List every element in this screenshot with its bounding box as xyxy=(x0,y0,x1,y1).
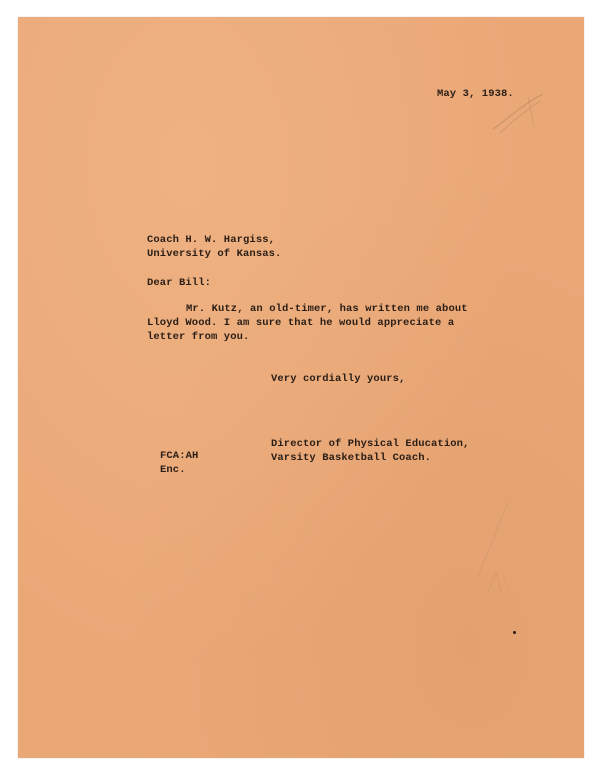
recipient-org: University of Kansas. xyxy=(147,248,282,260)
pencil-scribble-icon xyxy=(468,497,538,607)
signer-title-2: Varsity Basketball Coach. xyxy=(271,452,432,464)
recipient-name: Coach H. W. Hargiss, xyxy=(147,234,276,246)
body-line-2: Lloyd Wood. I am sure that he would appreciate a xyxy=(147,317,455,329)
ink-speck xyxy=(513,631,516,634)
typist-initials: FCA:AH xyxy=(160,450,199,462)
enclosure-note: Enc. xyxy=(160,464,186,476)
body-line-3: letter from you. xyxy=(147,331,250,343)
letter-date: May 3, 1938. xyxy=(437,88,514,100)
signer-title-1: Director of Physical Education, xyxy=(271,438,470,450)
pencil-mark-icon xyxy=(488,89,548,139)
closing: Very cordially yours, xyxy=(271,373,406,385)
body-line-1: Mr. Kutz, an old-timer, has written me about xyxy=(186,303,468,315)
salutation: Dear Bill: xyxy=(147,277,212,289)
letter-page xyxy=(18,17,584,758)
